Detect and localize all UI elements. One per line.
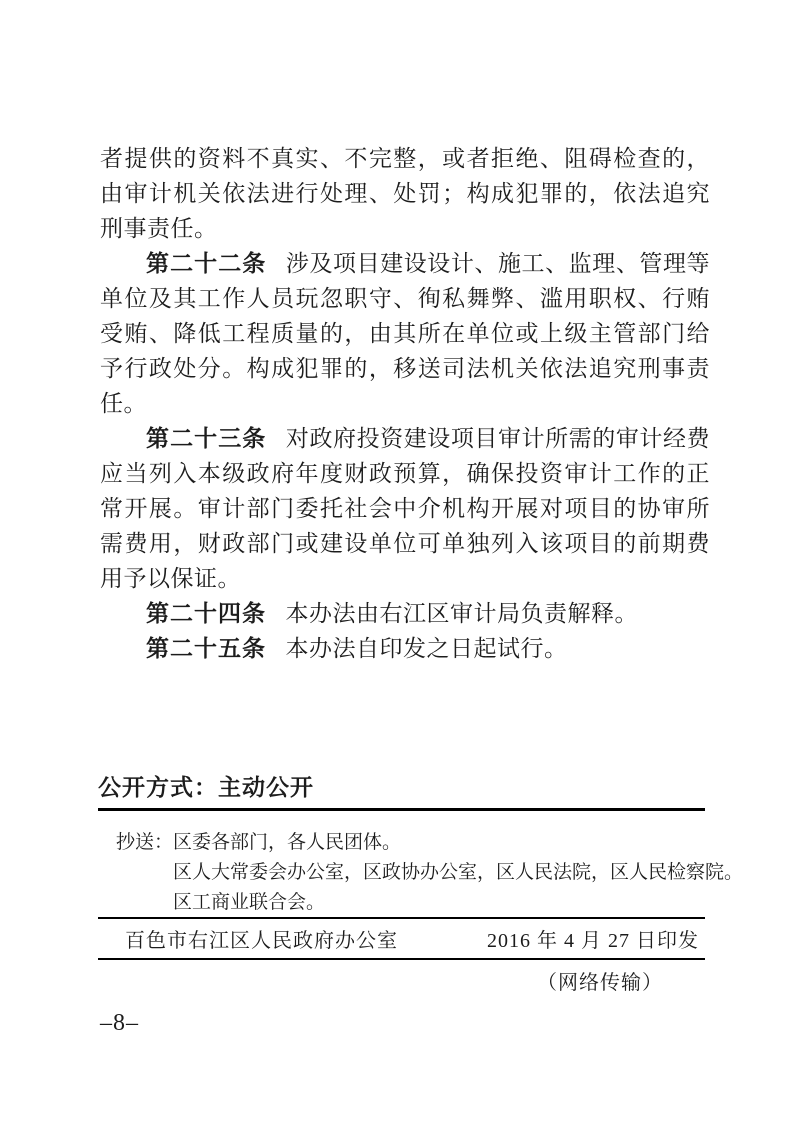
article-23 — [100, 421, 710, 596]
article-23-number: 第二十三条 — [146, 425, 267, 451]
disclosure-method-heading: 公开方式：主动公开 — [98, 772, 705, 811]
article-22-number: 第二十二条 — [146, 250, 267, 276]
colophon-row — [98, 917, 705, 960]
article-24-text: 本办法由右江区审计局负责解释。 — [285, 601, 639, 626]
paragraph-continuation: 者提供的资料不真实、不完整，或者拒绝、阻碍检查的，由审计机关依法进行处理、处罚；构成犯罪的，依法追究刑事责任。 — [100, 146, 710, 241]
article-22 — [100, 246, 710, 421]
article-24 — [100, 596, 710, 631]
article-22-text: 涉及项目建设设计、施工、监理、管理等单位及其工作人员玩忽职守、徇私舞弊、滥用职权、行贿受贿、降低工程质量的，由其所在单位或上级主管部门给予行政处分。构成犯罪的，移送司法机关依法追究刑事责任。 — [100, 251, 711, 416]
article-25 — [100, 631, 710, 666]
cc-label: 抄送： — [116, 832, 174, 853]
cc-line-1: 区委各部门，各人民团体。 — [173, 832, 402, 853]
cc-line-3: 区工商业联合会。 — [173, 892, 326, 913]
page-number: –8– — [100, 1010, 139, 1036]
article-24-number: 第二十四条 — [146, 600, 266, 626]
issuing-office: 百色市右江区人民政府办公室 — [125, 930, 398, 952]
article-25-text: 本办法自印发之日起试行。 — [285, 636, 568, 661]
cc-line-2: 区人大常委会办公室，区政协办公室，区人民法院，区人民检察院。 — [173, 862, 744, 883]
print-date: 2016 年 4 月 27 日印发 — [487, 930, 699, 952]
body-text — [100, 141, 710, 666]
transmission-note: （网络传输） — [537, 972, 663, 994]
cc-lines — [173, 828, 743, 918]
article-25-number: 第二十五条 — [146, 635, 266, 661]
article-23-text: 对政府投资建设项目审计所需的审计经费应当列入本级政府年度财政预算，确保投资审计工作的正常开展。审计部门委托社会中介机构开展对项目的协审所需费用，财政部门或建设单位可单独列入该项目的前期费用予以保证。 — [100, 426, 711, 591]
cc-block — [98, 828, 744, 918]
